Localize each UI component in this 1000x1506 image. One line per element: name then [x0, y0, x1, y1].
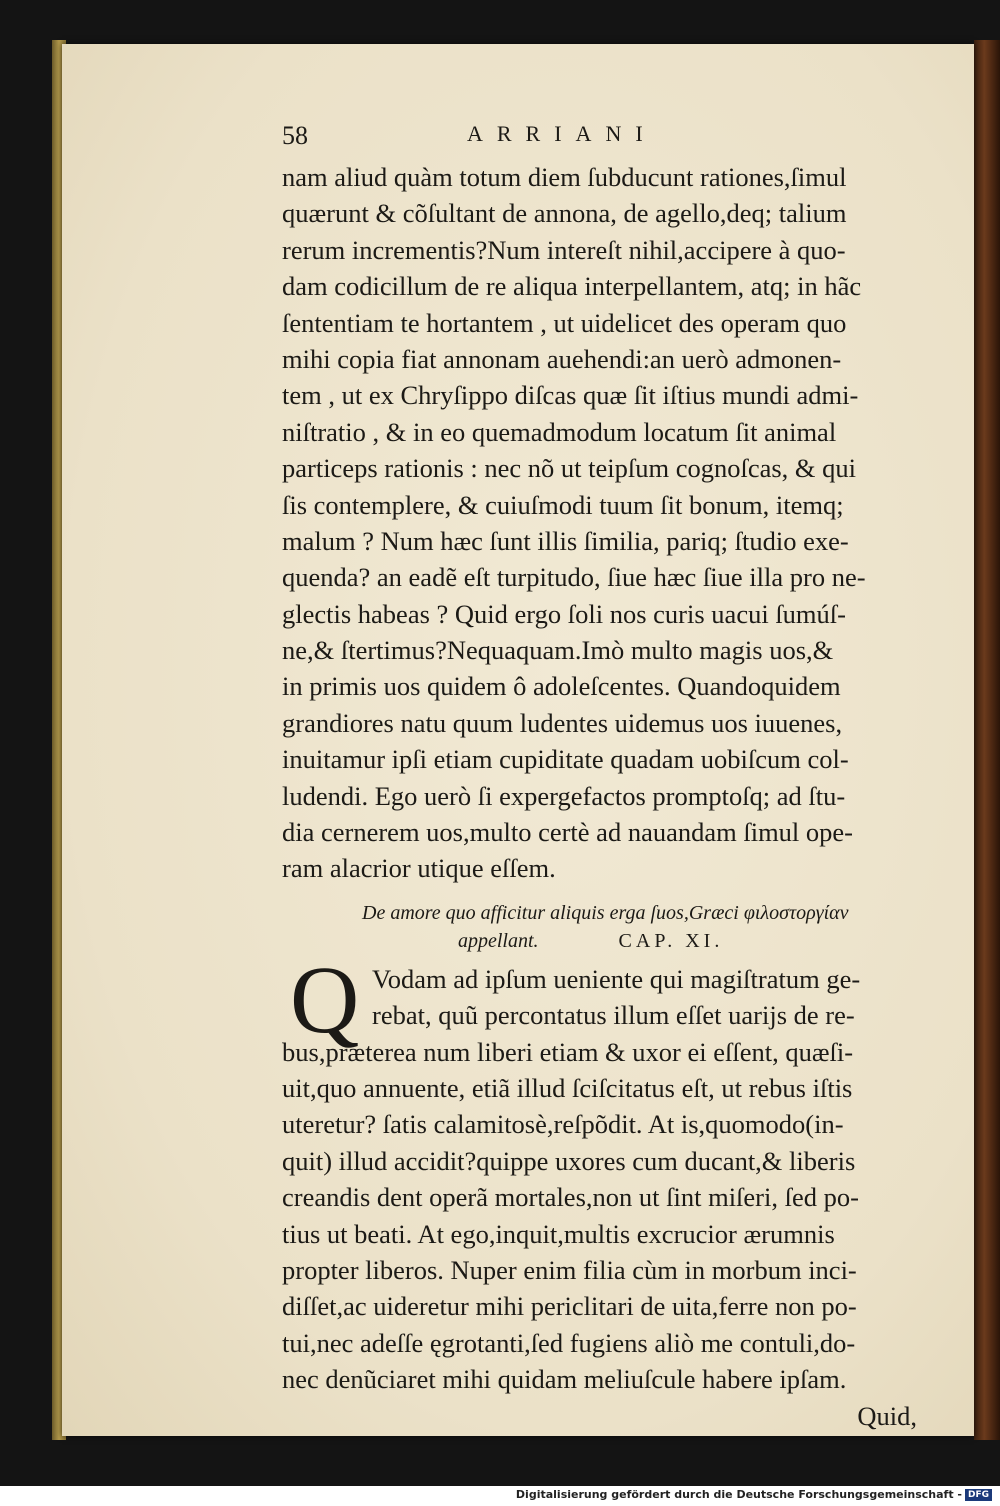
chapter-heading-appellant: appellant.	[458, 929, 539, 952]
text-block	[282, 115, 917, 1434]
text-line: tem , ut ex Chryſippo diſcas quæ ſit iſtius mundi admi-	[282, 380, 859, 411]
chapter-text-line: uteretur? ſatis calamitosè,reſpõdit. At is,quomodo(in-	[282, 1109, 844, 1140]
text-line: quenda? an eadẽ eſt turpitudo, ſiue hæc ſiue illa pro ne-	[282, 562, 866, 593]
body-text	[282, 159, 917, 887]
text-line: ſententiam te hortantem , ut uidelicet des operam quo	[282, 307, 847, 338]
text-line: quærunt & cõſultant de annona, de agello,deq; talium	[282, 198, 847, 229]
text-line: dia cernerem uos,multo certè ad nauandam ſimul ope-	[282, 817, 854, 848]
footer-credit	[516, 1488, 992, 1501]
text-line: ludendi. Ego uerò ſi expergefactos promptoſq; ad ſtu-	[282, 780, 846, 811]
binding-edge	[974, 40, 1000, 1440]
text-line: ne,& ſtertimus?Nequaquam.Imò multo magis uos,&	[282, 635, 834, 666]
text-line: ſis contemplere, & cuiuſmodi tuum ſit bonum, itemq;	[282, 489, 844, 520]
chapter-text-line: quit) illud accidit?quippe uxores cum ducant,& liberis	[282, 1145, 856, 1176]
chapter-text-line: propter liberos. Nuper enim filia cùm in morbum inci-	[282, 1254, 857, 1285]
text-line: mihi copia fiat annonam auehendi:an uerò admonen-	[282, 343, 842, 374]
chapter-lines	[282, 961, 917, 1398]
chapter-text-line: nec denũciaret mihi quidam meliuſcule habere ipſam.	[282, 1364, 847, 1395]
text-line: in primis uos quidem ô adoleſcentes. Quandoquidem	[282, 671, 841, 702]
chapter-text-line: bus,præterea num liberi etiam & uxor ei eſſent, quæſi-	[282, 1036, 854, 1067]
text-line: inuitamur ipſi etiam cupiditate quadam uobiſcum col-	[282, 744, 849, 775]
text-line: rerum incrementis?Num intereſt nihil,accipere à quo-	[282, 234, 846, 265]
dfg-logo: DFG	[965, 1489, 992, 1501]
folio-number: 58	[282, 121, 308, 150]
text-line: glectis habeas ? Quid ergo ſoli nos curis uacui ſumúſ-	[282, 598, 846, 629]
text-line: particeps rationis : nec nõ ut teipſum cognoſcas, & qui	[282, 453, 857, 484]
chapter-text	[282, 945, 917, 1398]
drop-cap: Q	[290, 945, 360, 1053]
text-line: ram alacrior utique eſſem.	[282, 853, 556, 884]
chapter-text-line: rebat, quũ percontatus illum eſſet uarijs de re-	[372, 1000, 855, 1031]
chapter-heading-line1: De amore quo afficitur aliquis erga ſuos,Græci φιλοστοργίαν	[362, 901, 849, 924]
chapter-text-line: tui,nec adeſſe ęgrotanti,ſed fugiens aliò me contuli,do-	[282, 1327, 856, 1358]
text-line: grandiores natu quum ludentes uidemus uos iuuenes,	[282, 707, 843, 738]
digitization-footer	[0, 1486, 1000, 1506]
footer-credit-text: Digitalisierung gefördert durch die Deutsche Forschungsgemeinschaft -	[515, 1488, 962, 1501]
catchword: Quid,	[857, 1400, 917, 1431]
text-line: dam codicillum de re aliqua interpellantem, atq; in hãc	[282, 271, 862, 302]
running-title: ARRIANI	[467, 121, 657, 146]
text-line: nam aliud quàm totum diem ſubducunt rationes,ſimul	[282, 162, 847, 192]
text-line: malum ? Num hæc ſunt illis ſimilia, pariq; ſtudio exe-	[282, 525, 849, 556]
running-head	[282, 115, 917, 159]
chapter-text-line: diſſet,ac uideretur mihi periclitari de uita,ferre non po-	[282, 1291, 857, 1322]
chapter-heading-line2	[282, 927, 917, 955]
chapter-text-line: Vodam ad ipſum ueniente qui magiſtratum ge-	[372, 963, 861, 994]
chapter-text-line: creandis dent operã mortales,non ut ſint miſeri, ſed po-	[282, 1182, 859, 1213]
chapter-number: CAP. XI.	[618, 929, 724, 952]
text-line: niſtratio , & in eo quemadmodum locatum ſit animal	[282, 416, 837, 447]
chapter-text-line: tius ut beati. At ego,inquit,multis excrucior ærumnis	[282, 1218, 835, 1249]
chapter-text-line: uit,quo annuente, etiã illud ſciſcitatus eſt, ut rebus iſtis	[282, 1072, 853, 1103]
